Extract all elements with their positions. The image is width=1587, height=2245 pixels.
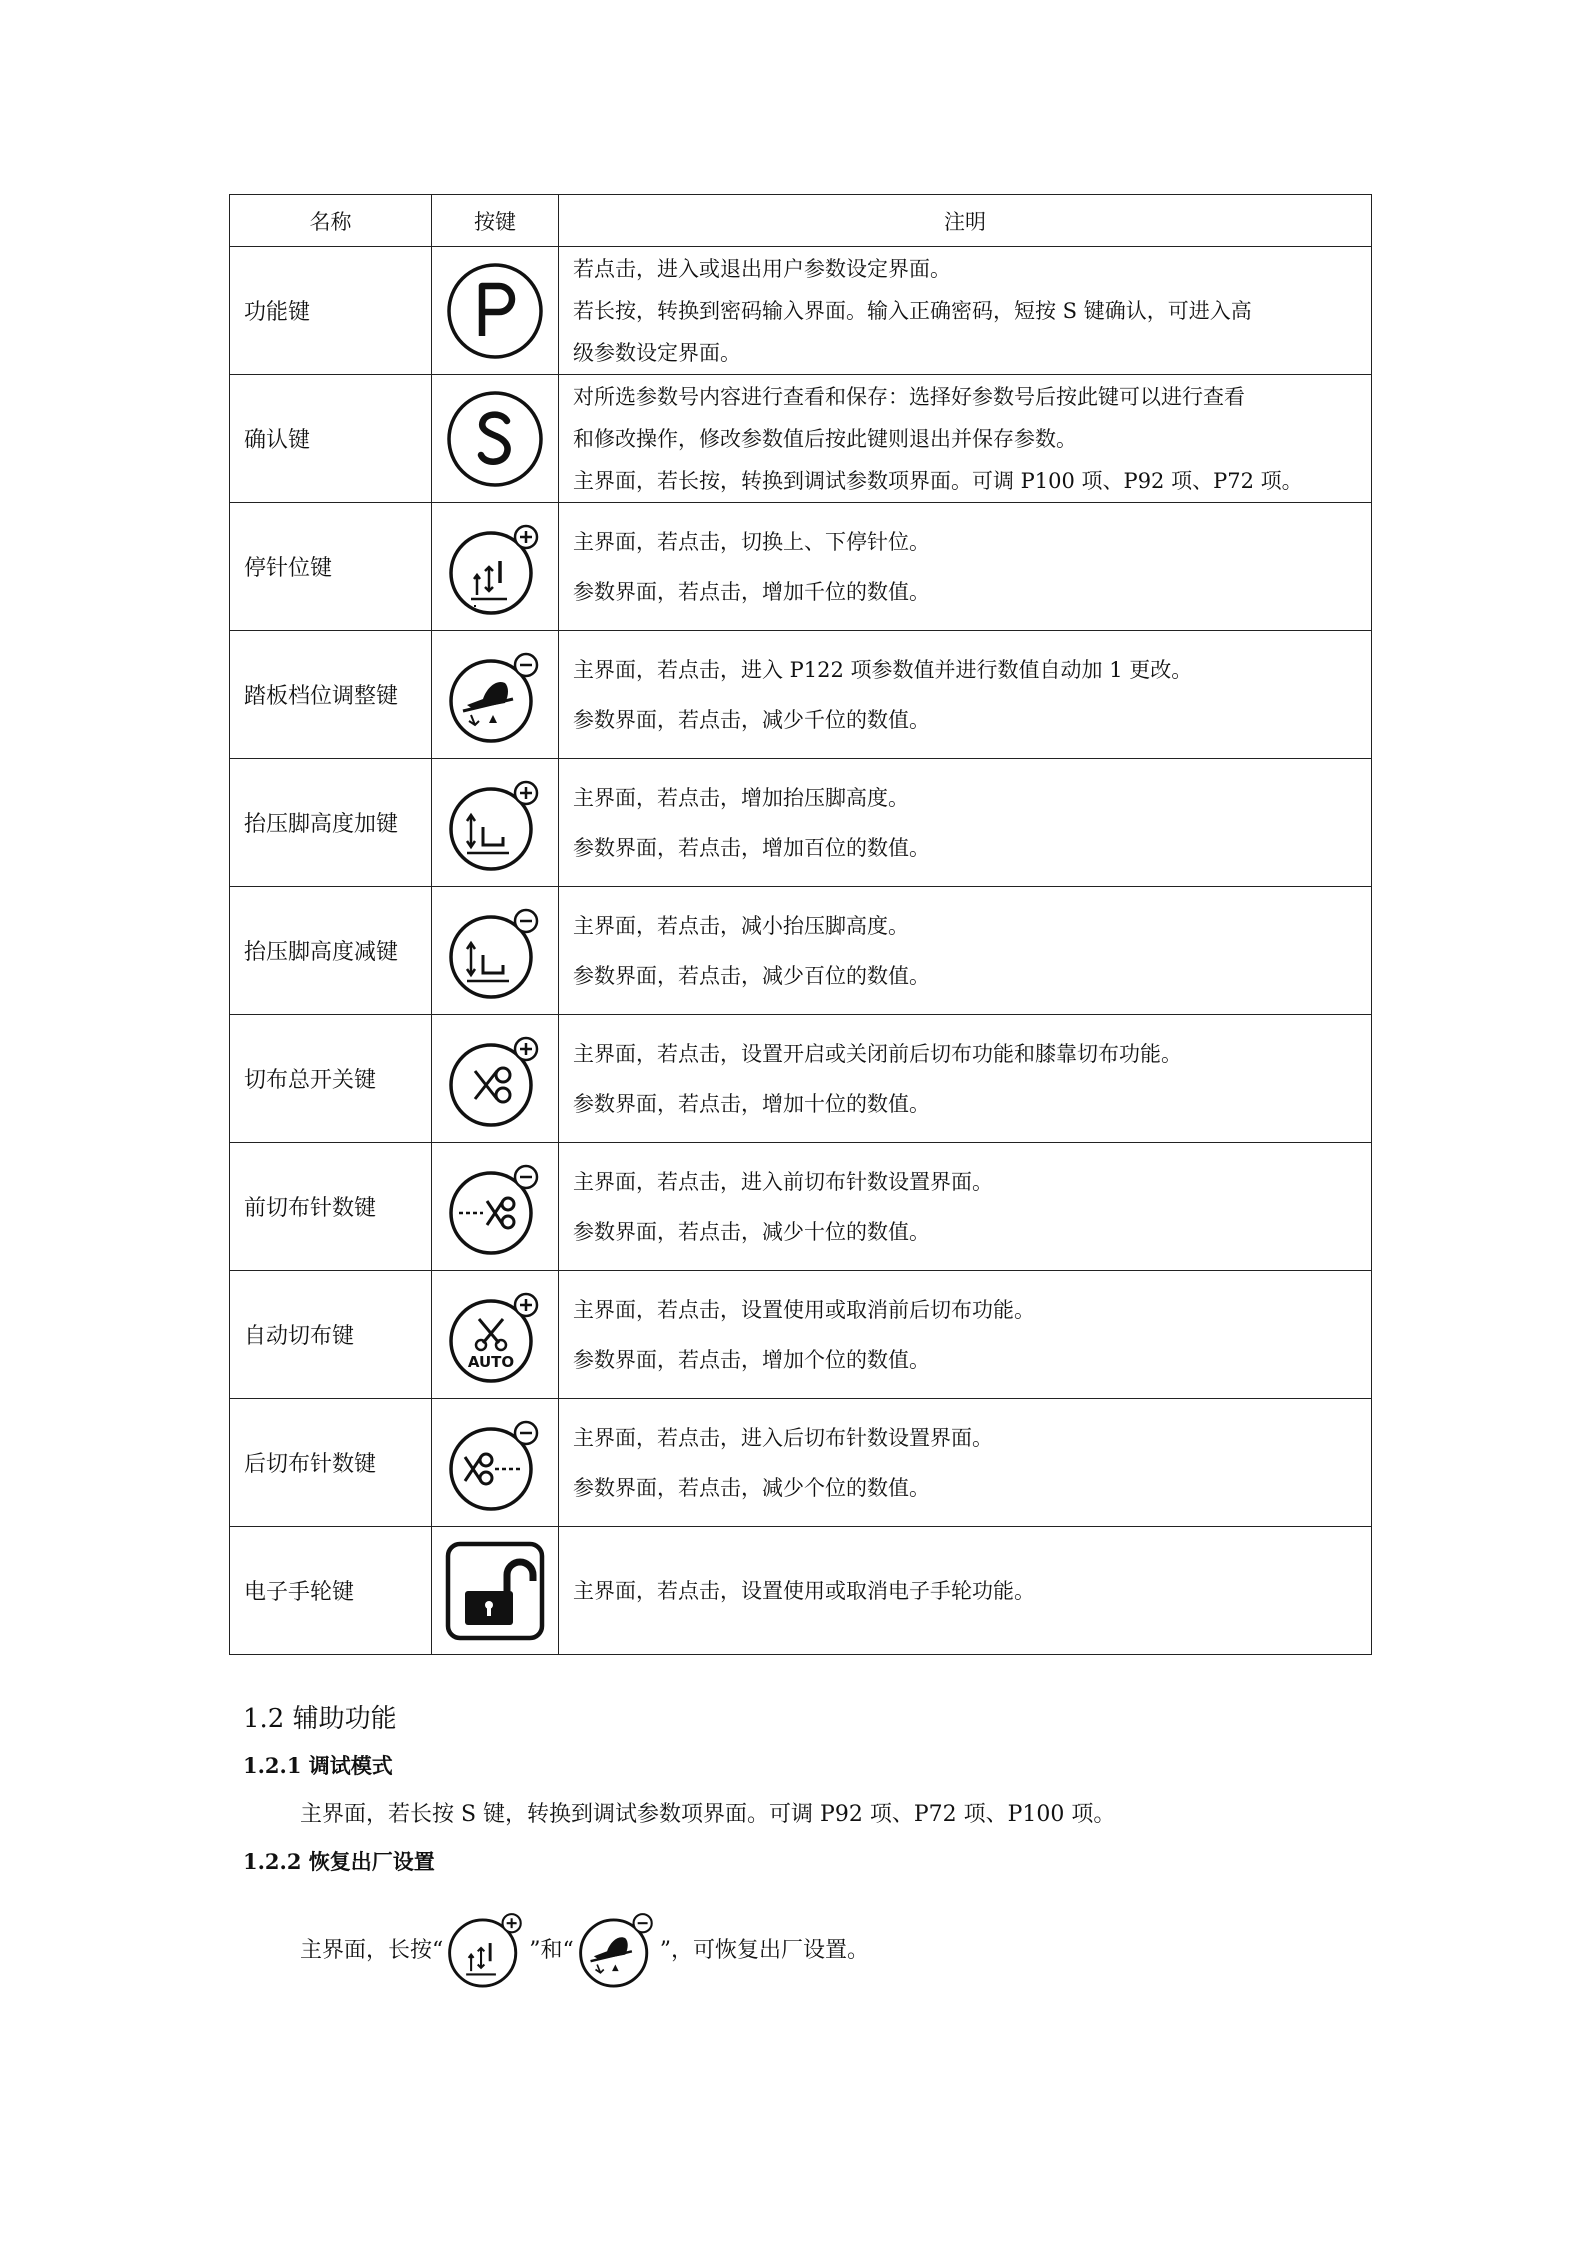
key-name: 后切布针数键: [230, 1399, 432, 1527]
rear-cut-minus-icon: [443, 1411, 547, 1515]
table-row: [230, 759, 1372, 887]
s-key-icon: [445, 389, 545, 489]
key-description: 主界面，若点击，进入 P122 项参数值并进行数值自动加 1 更改。 参数界面，若点击，减少千位的数值。: [559, 631, 1372, 759]
key-description: 主界面，若点击，增加抬压脚高度。 参数界面，若点击，增加百位的数值。: [559, 759, 1372, 887]
key-table: [229, 194, 1372, 1655]
key-description: 主界面，若点击，进入后切布针数设置界面。 参数界面，若点击，减少个位的数值。: [559, 1399, 1372, 1527]
key-description: 对所选参数号内容进行查看和保存：选择好参数号后按此键可以进行查看 和修改操作，修改参数值后按此键则退出并保存参数。 主界面，若长按，转换到调试参数项界面。可调 P100 项、P92 项、P72 项。: [559, 375, 1372, 503]
factory-reset-text-before: 主界面，长按“: [300, 1937, 444, 1963]
auto-label: AUTO: [467, 1352, 515, 1371]
cutter-switch-plus-icon: [443, 1027, 547, 1131]
table-row: [230, 1271, 1372, 1399]
needle-position-plus-icon: [443, 1905, 529, 1991]
debug-mode-title: 1.2.1 调试模式: [243, 1753, 393, 1778]
table-row: [230, 1399, 1372, 1527]
key-name: 前切布针数键: [230, 1143, 432, 1271]
header-note: 注明: [559, 195, 1372, 247]
header-name: 名称: [230, 195, 432, 247]
table-row: [230, 631, 1372, 759]
key-name: 抬压脚高度减键: [230, 887, 432, 1015]
key-description: 若点击，进入或退出用户参数设定界面。 若长按，转换到密码输入界面。输入正确密码，短按 S 键确认，可进入高 级参数设定界面。: [559, 247, 1372, 375]
table-header-row: [230, 195, 1372, 247]
header-key: 按键: [432, 195, 559, 247]
factory-reset-text-middle: ”和“: [529, 1937, 574, 1963]
key-description: 主界面，若点击，设置使用或取消电子手轮功能。: [559, 1527, 1372, 1655]
front-cut-minus-icon: [443, 1155, 547, 1259]
key-name: 确认键: [230, 375, 432, 503]
section-title: 1.2 辅助功能: [243, 1704, 397, 1734]
table-row: [230, 1527, 1372, 1655]
key-description: 主界面，若点击，设置开启或关闭前后切布功能和膝靠切布功能。 参数界面，若点击，增加十位的数值。: [559, 1015, 1372, 1143]
table-row: [230, 247, 1372, 375]
table-row: [230, 1015, 1372, 1143]
table-row: [230, 375, 1372, 503]
pedal-adjust-minus-icon: [574, 1905, 660, 1991]
key-name: 踏板档位调整键: [230, 631, 432, 759]
p-key-icon: [445, 261, 545, 361]
factory-reset-title: 1.2.2 恢复出厂设置: [243, 1849, 435, 1874]
key-name: 功能键: [230, 247, 432, 375]
presser-foot-plus-icon: [443, 771, 547, 875]
unlock-icon: [443, 1539, 547, 1643]
key-name: 电子手轮键: [230, 1527, 432, 1655]
key-name: 自动切布键: [230, 1271, 432, 1399]
key-description: 主界面，若点击，切换上、下停针位。 参数界面，若点击，增加千位的数值。: [559, 503, 1372, 631]
table-row: [230, 1143, 1372, 1271]
key-description: 主界面，若点击，设置使用或取消前后切布功能。 参数界面，若点击，增加个位的数值。: [559, 1271, 1372, 1399]
key-name: 抬压脚高度加键: [230, 759, 432, 887]
key-description: 主界面，若点击，减小抬压脚高度。 参数界面，若点击，减少百位的数值。: [559, 887, 1372, 1015]
needle-position-plus-icon: [443, 515, 547, 619]
key-name: 切布总开关键: [230, 1015, 432, 1143]
debug-mode-text: 主界面，若长按 S 键，转换到调试参数项界面。可调 P92 项、P72 项、P100 项。: [300, 1802, 1116, 1827]
factory-reset-line: [300, 1905, 869, 1991]
key-name: 停针位键: [230, 503, 432, 631]
pedal-adjust-minus-icon: [443, 643, 547, 747]
auto-cut-plus-icon: [443, 1283, 547, 1387]
factory-reset-text-after: ”，可恢复出厂设置。: [659, 1937, 869, 1963]
key-description: 主界面，若点击，进入前切布针数设置界面。 参数界面，若点击，减少十位的数值。: [559, 1143, 1372, 1271]
presser-foot-minus-icon: [443, 899, 547, 1003]
table-row: [230, 887, 1372, 1015]
table-row: [230, 503, 1372, 631]
